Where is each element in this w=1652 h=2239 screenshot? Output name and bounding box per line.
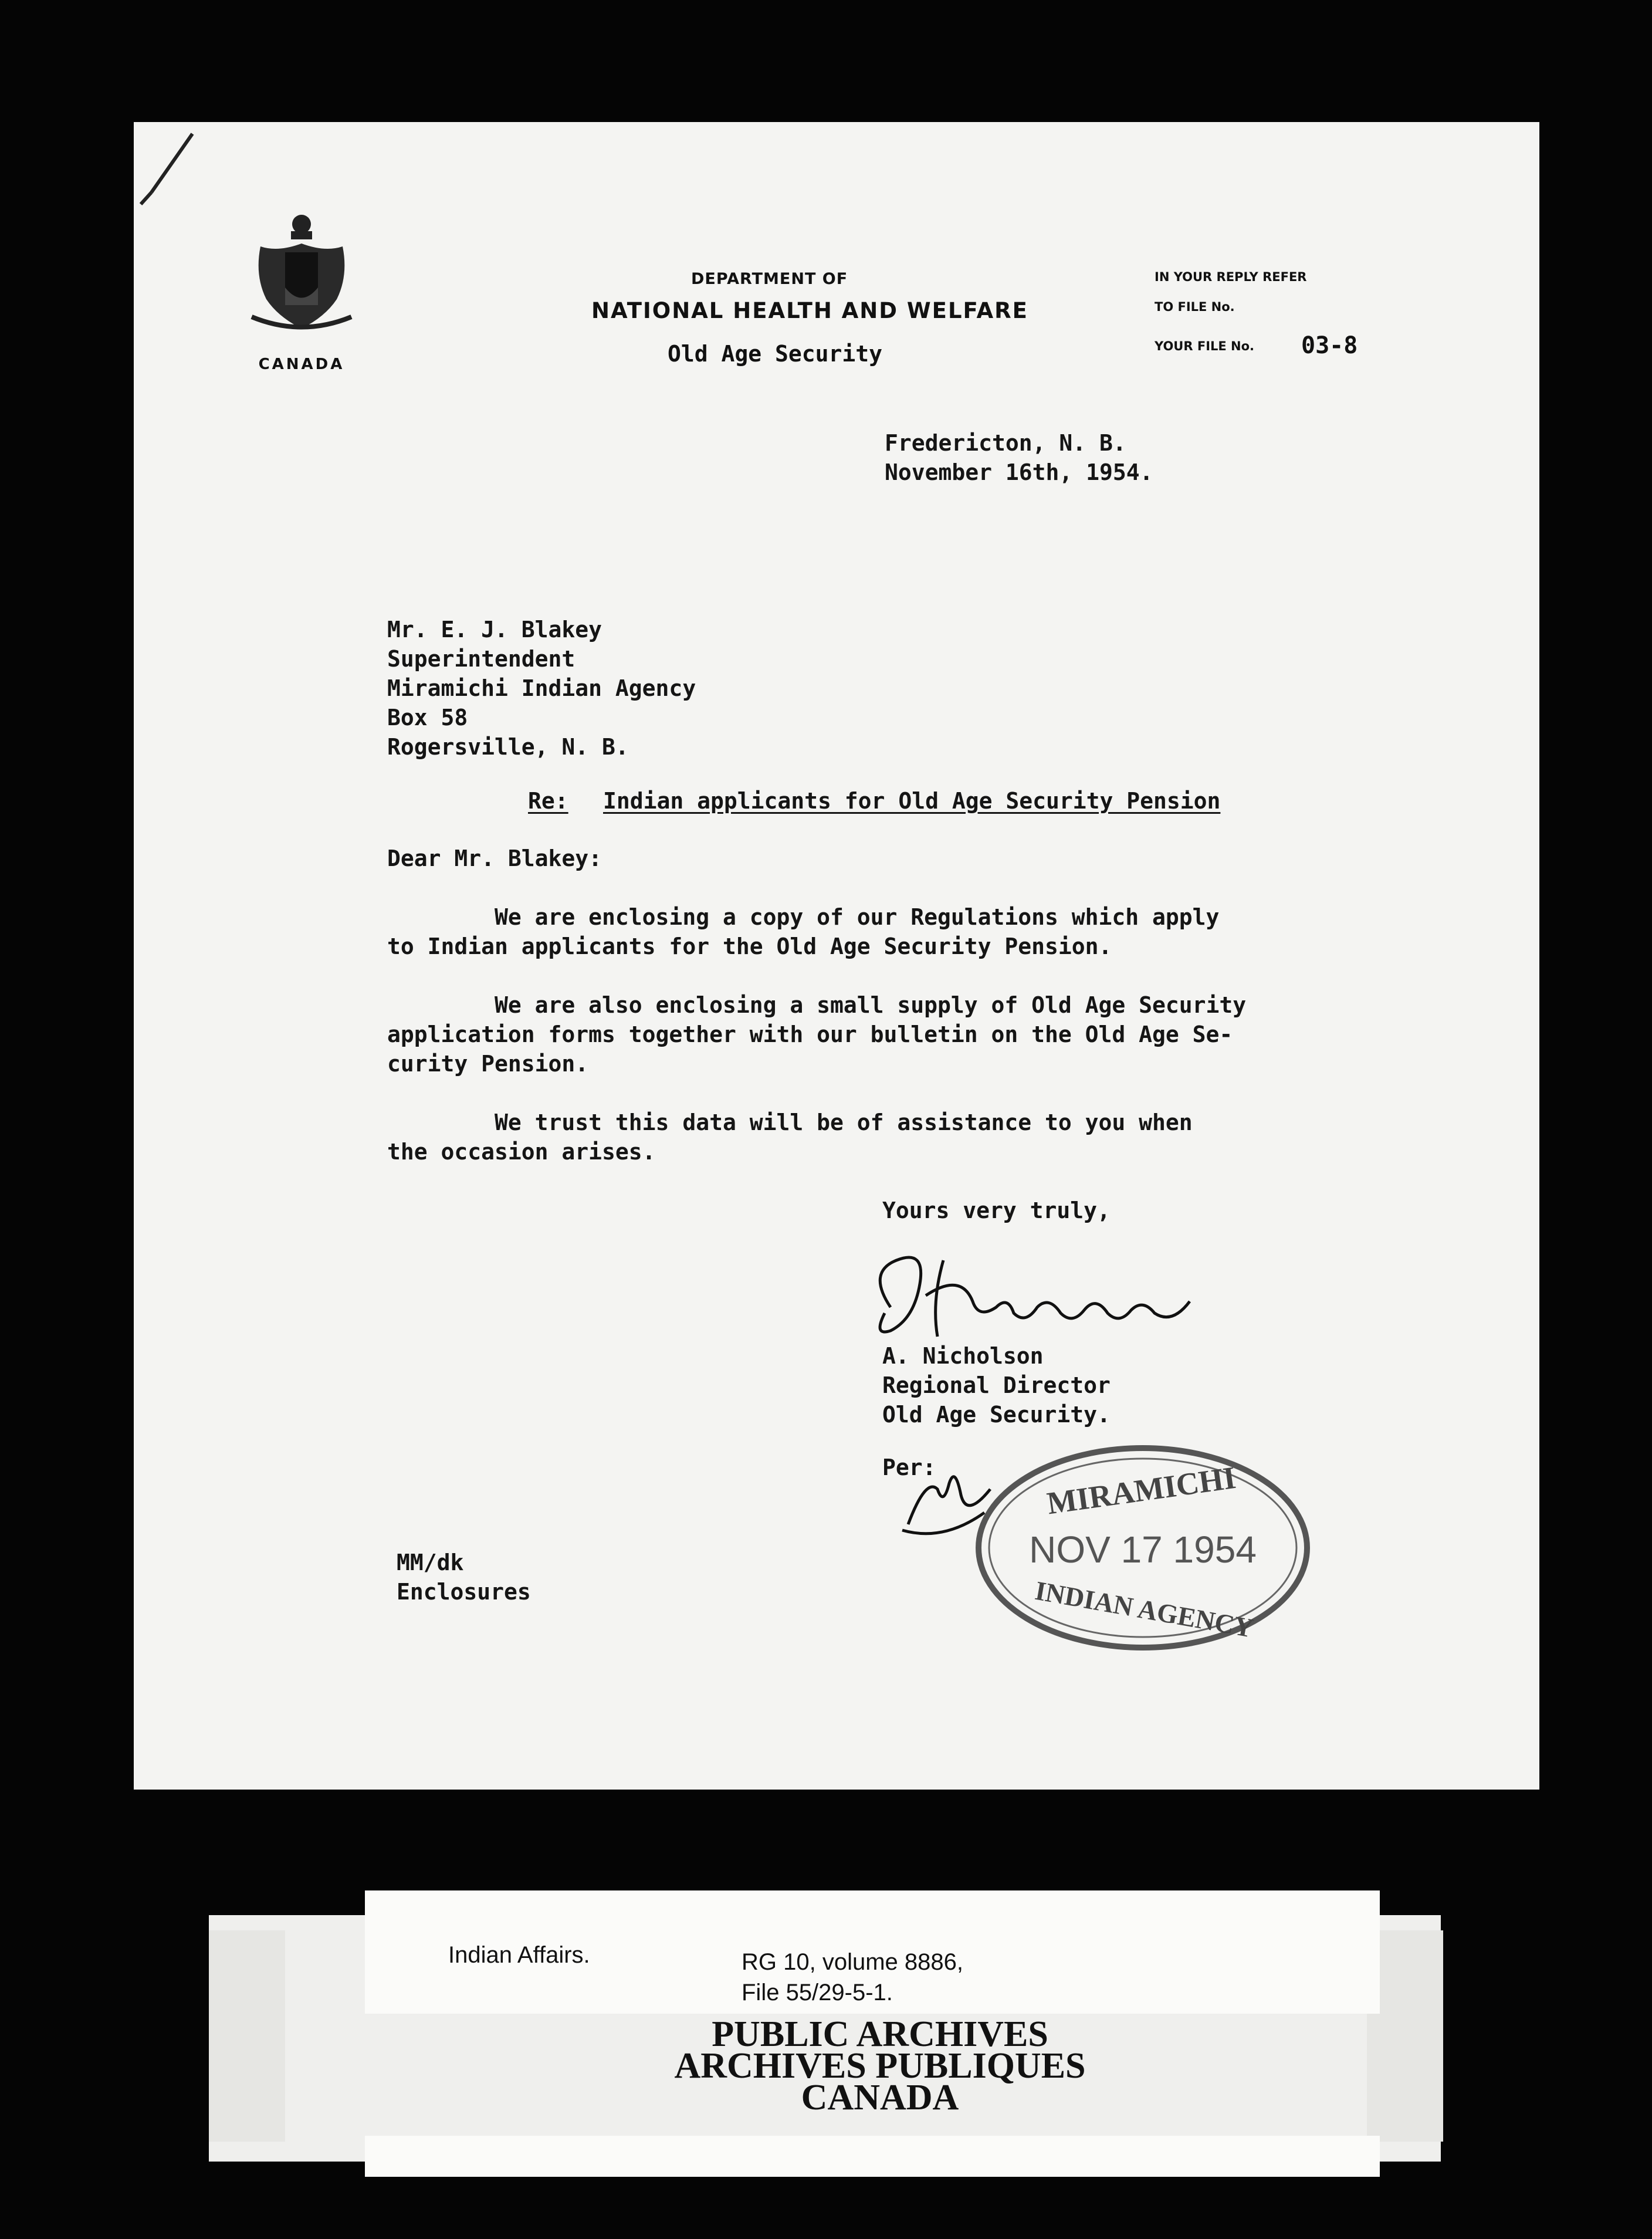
addressee-line: Box 58 bbox=[387, 705, 468, 730]
subject-line: Indian applicants for Old Age Security Pension bbox=[603, 788, 1221, 814]
division-name: Old Age Security bbox=[668, 341, 883, 367]
record-group-label: RG 10, volume 8886, bbox=[742, 1949, 963, 1975]
archives-line-1: PUBLIC ARCHIVES bbox=[712, 2014, 1048, 2054]
archives-line-3: CANADA bbox=[801, 2078, 959, 2118]
place: Fredericton, N. B. bbox=[885, 430, 1126, 456]
addressee-line: Rogersville, N. B. bbox=[387, 734, 629, 760]
archives-title bbox=[528, 2014, 1232, 2118]
addressee-line: Miramichi Indian Agency bbox=[387, 675, 696, 701]
enclosures-note: Enclosures bbox=[397, 1579, 531, 1605]
collection-label: Indian Affairs. bbox=[448, 1942, 590, 1968]
file-no-label: TO FILE No. bbox=[1155, 300, 1235, 314]
per-label: Per: bbox=[882, 1455, 936, 1480]
paragraph-line: curity Pension. bbox=[387, 1051, 589, 1077]
paragraph-line: to Indian applicants for the Old Age Security Pension. bbox=[387, 934, 1112, 959]
archive-label-card-bottom bbox=[365, 2136, 1380, 2177]
paragraph-line: We are enclosing a copy of our Regulations which apply bbox=[387, 904, 1220, 930]
signer-title: Regional Director bbox=[882, 1372, 1111, 1398]
reply-refer-label: IN YOUR REPLY REFER bbox=[1155, 270, 1307, 284]
paragraph-line: We trust this data will be of assistance to you when bbox=[387, 1110, 1193, 1135]
letter-page bbox=[134, 122, 1539, 1790]
your-file-label: YOUR FILE No. bbox=[1155, 339, 1255, 353]
coat-of-arms-icon bbox=[249, 211, 354, 334]
paragraph-line: the occasion arises. bbox=[387, 1139, 656, 1165]
reference-initials: MM/dk bbox=[397, 1550, 464, 1575]
file-reference-label: File 55/29-5-1. bbox=[742, 1980, 893, 2005]
department-name: NATIONAL HEALTH AND WELFARE bbox=[591, 298, 1028, 323]
paragraph-line: We are also enclosing a small supply of Old Age Security bbox=[387, 992, 1247, 1018]
pen-mark bbox=[134, 122, 204, 239]
date: November 16th, 1954. bbox=[885, 459, 1153, 485]
archives-line-2: ARCHIVES PUBLIQUES bbox=[674, 2046, 1086, 2086]
stamp-top-text: MIRAMICHI bbox=[1044, 1459, 1238, 1521]
label-tab-left bbox=[209, 1930, 285, 2142]
signer-division: Old Age Security. bbox=[882, 1402, 1111, 1428]
stamp-date: NOV 17 1954 bbox=[1029, 1528, 1257, 1571]
stamp-bottom-text: INDIAN AGENCY bbox=[1032, 1575, 1256, 1643]
closing: Yours very truly, bbox=[882, 1198, 1111, 1223]
addressee-line: Mr. E. J. Blakey bbox=[387, 617, 602, 642]
subject-prefix: Re: bbox=[528, 788, 568, 814]
received-stamp bbox=[967, 1436, 1319, 1659]
paragraph-line: application forms together with our bulletin on the Old Age Se- bbox=[387, 1022, 1233, 1047]
department-line-1: DEPARTMENT OF bbox=[691, 270, 848, 288]
addressee-line: Superintendent bbox=[387, 646, 576, 672]
country-label: CANADA bbox=[258, 356, 345, 373]
signer-name: A. Nicholson bbox=[882, 1343, 1044, 1369]
your-file-number: 03-8 bbox=[1301, 332, 1358, 359]
salutation: Dear Mr. Blakey: bbox=[387, 845, 602, 871]
